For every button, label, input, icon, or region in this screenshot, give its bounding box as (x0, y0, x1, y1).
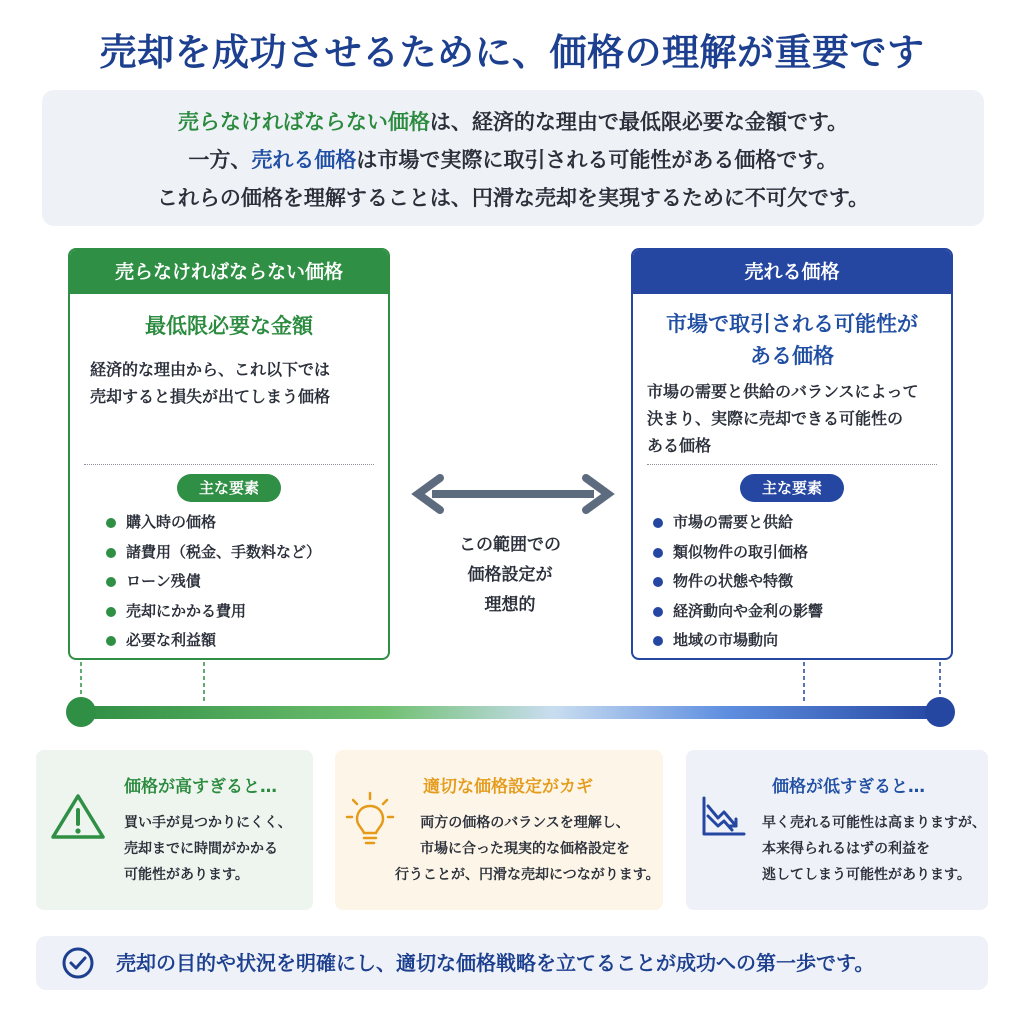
list-item: ローン残債 (106, 567, 321, 597)
ideal-range-line: この範囲での (459, 535, 561, 555)
list-item: 売却にかかる費用 (106, 597, 321, 627)
list-item: 地域の市場動向 (653, 626, 823, 656)
must-sell-price-card (68, 248, 390, 660)
sellable-desc-line: ある価格 (647, 436, 712, 455)
appropriate-line: 行うことが、円滑な売却につながります。 (395, 867, 660, 883)
sellable-card-subtitle (633, 308, 951, 372)
intro-line-2-rest: は市場で実際に取引される可能性がある価格です。 (356, 148, 838, 172)
too-high-line: 売却までに時間がかかる (124, 841, 278, 857)
must-sell-desc-line: 売却すると損失が出てしまう価格 (90, 387, 331, 406)
list-item: 経済動向や金利の影響 (653, 597, 823, 627)
check-circle-icon (62, 947, 94, 979)
sellable-elements-list (653, 508, 823, 656)
too-low-line: 本来得られるはずの利益を (762, 841, 930, 857)
double-arrow-icon (410, 474, 616, 514)
sellable-card-description (647, 378, 937, 459)
price-scale-bar (0, 662, 1024, 732)
main-elements-pill: 主な要素 (177, 474, 281, 502)
divider (647, 464, 937, 465)
page-title: 売却を成功させるために、価格の理解が重要です (99, 31, 925, 74)
must-sell-card-header: 売らなければならない価格 (70, 250, 388, 294)
intro-box (42, 90, 984, 226)
too-low-title: 価格が低すぎると… (772, 777, 925, 797)
appropriate-price-card (335, 750, 663, 910)
too-high-line: 可能性があります。 (124, 867, 249, 883)
sellable-price-card (631, 248, 953, 660)
divider (84, 464, 374, 465)
must-sell-card-subtitle: 最低限必要な金額 (145, 314, 313, 338)
appropriate-price-text (395, 810, 660, 888)
intro-line-1 (42, 106, 984, 136)
must-sell-desc-line: 経済的な理由から、これ以下では (90, 360, 331, 379)
too-high-title: 価格が高すぎると… (124, 777, 277, 797)
intro-line-2 (42, 144, 984, 174)
price-too-high-card (36, 750, 313, 910)
intro-line-1-rest: は、経済的な理由で最低限必要な金額です。 (429, 110, 849, 134)
list-item: 諸費用（税金、手数料など） (106, 538, 321, 568)
list-item: 物件の状態や特徴 (653, 567, 823, 597)
intro-sellable-price: 売れる価格 (251, 148, 357, 172)
intro-line-3: これらの価格を理解することは、円滑な売却を実現するために不可欠です。 (156, 186, 870, 210)
list-item: 購入時の価格 (106, 508, 321, 538)
warning-icon (50, 792, 106, 840)
too-high-text (124, 810, 292, 888)
too-low-line: 逃してしまう可能性があります。 (762, 867, 971, 883)
ideal-range-line: 価格設定が (467, 565, 553, 585)
lightbulb-icon (345, 790, 395, 850)
price-too-low-card (686, 750, 988, 910)
too-low-line: 早く売れる可能性は高まりますが、 (762, 815, 986, 831)
appropriate-line: 市場に合った現実的な価格設定を (420, 841, 630, 857)
appropriate-line: 両方の価格のバランスを理解し、 (420, 815, 630, 831)
sellable-subtitle-line: ある価格 (750, 344, 834, 368)
sellable-desc-line: 市場の需要と供給のバランスによって (647, 382, 919, 401)
ideal-range-line: 理想的 (484, 595, 536, 615)
intro-line-2-prefix: 一方、 (188, 148, 252, 172)
chart-down-icon (700, 794, 748, 838)
intro-must-sell-price: 売らなければならない価格 (177, 110, 430, 134)
conclusion-text: 売却の目的や状況を明確にし、適切な価格戦略を立てることが成功への第一歩です。 (116, 951, 875, 975)
list-item: 市場の需要と供給 (653, 508, 823, 538)
appropriate-price-title: 適切な価格設定がカギ (423, 777, 593, 797)
list-item: 類似物件の取引価格 (653, 538, 823, 568)
sellable-card-header: 売れる価格 (633, 250, 951, 294)
sellable-subtitle-line: 市場で取引される可能性が (666, 312, 918, 336)
conclusion-box (36, 936, 988, 990)
ideal-range-label (430, 530, 590, 620)
sellable-desc-line: 決まり、実際に売却できる可能性の (647, 409, 904, 428)
main-elements-pill: 主な要素 (740, 474, 844, 502)
must-sell-card-description (90, 356, 380, 410)
too-high-line: 買い手が見つかりにくく、 (124, 815, 292, 831)
list-item: 必要な利益額 (106, 626, 321, 656)
too-low-text (762, 810, 986, 888)
must-sell-elements-list (106, 508, 321, 656)
